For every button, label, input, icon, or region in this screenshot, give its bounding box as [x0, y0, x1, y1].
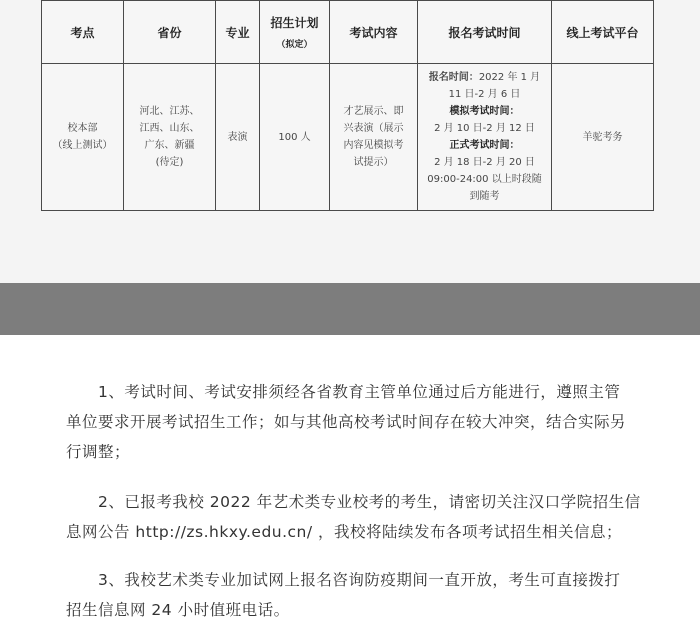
note-1-line-1: 1、考试时间、考试安排须经各省教育主管单位通过后方能进行，遵照主管	[98, 383, 621, 401]
table-header-row	[42, 1, 654, 64]
formal-value-1: 2 月 18 日-2 月 20 日	[434, 157, 535, 168]
cell-location	[42, 64, 124, 211]
content-line-1: 才艺展示、即	[343, 106, 404, 117]
note-2-line-2: 息网公告 http://zs.hkxy.edu.cn/ ，我校将陆续发布各项考试招生相关信息；	[66, 523, 623, 541]
registration-value-1: 2022 年 1 月	[478, 72, 541, 83]
header-platform: 线上考试平台	[552, 1, 654, 64]
note-2	[66, 487, 664, 547]
content-line-3: 内容见模拟考	[343, 140, 404, 151]
location-line-1: 校本部	[67, 123, 98, 134]
header-province: 省份	[124, 1, 216, 64]
registration-value-2: 11 日-2 月 6 日	[448, 89, 521, 100]
note-3-line-1: 3、我校艺术类专业加试网上报名咨询防疫期间一直开放，考生可直接拨打	[98, 571, 621, 589]
note-1-line-2: 单位要求开展考试招生工作；如与其他高校考试时间存在较大冲突，结合实际另	[66, 413, 627, 431]
cell-content	[330, 64, 418, 211]
cell-major: 表演	[216, 64, 260, 211]
header-content: 考试内容	[330, 1, 418, 64]
exam-schedule-table	[41, 0, 654, 211]
province-line-4: (待定)	[155, 157, 184, 168]
header-plan-label: 招生计划	[270, 16, 319, 30]
registration-label: 报名时间：	[428, 72, 479, 83]
table-row	[42, 64, 654, 211]
cell-province	[124, 64, 216, 211]
header-registration-time: 报名考试时间	[418, 1, 552, 64]
formal-value-3: 到随考	[469, 191, 500, 202]
mock-value: 2 月 10 日-2 月 12 日	[434, 123, 535, 134]
note-3	[66, 565, 664, 625]
location-line-2: （线上测试）	[52, 140, 113, 151]
content-line-2: 兴表演（展示	[343, 123, 404, 134]
header-major: 专业	[216, 1, 260, 64]
formal-label: 正式考试时间：	[449, 140, 520, 151]
cell-registration-time	[418, 64, 552, 211]
content-line-4: 试提示）	[353, 157, 394, 168]
formal-value-2: 09:00-24:00 以上时段随	[427, 174, 542, 185]
note-3-line-2: 招生信息网 24 小时值班电话。	[66, 601, 290, 619]
cell-plan: 100 人	[260, 64, 330, 211]
section-divider	[0, 283, 700, 335]
mock-label: 模拟考试时间：	[449, 106, 520, 117]
note-2-line-1: 2、已报考我校 2022 年艺术类专业校考的考生，请密切关注汉口学院招生信	[98, 493, 641, 511]
registration-line-1	[418, 69, 551, 86]
province-line-3: 广东、新疆	[144, 140, 195, 151]
note-1	[66, 377, 664, 467]
province-line-1: 河北、江苏、	[139, 106, 200, 117]
header-location: 考点	[42, 1, 124, 64]
header-plan	[260, 1, 330, 64]
province-line-2: 江西、山东、	[139, 123, 200, 134]
notes-section	[0, 335, 700, 635]
header-plan-note: （拟定）	[276, 40, 313, 50]
note-1-line-3: 行调整；	[66, 443, 131, 461]
cell-platform: 羊驼考务	[552, 64, 654, 211]
